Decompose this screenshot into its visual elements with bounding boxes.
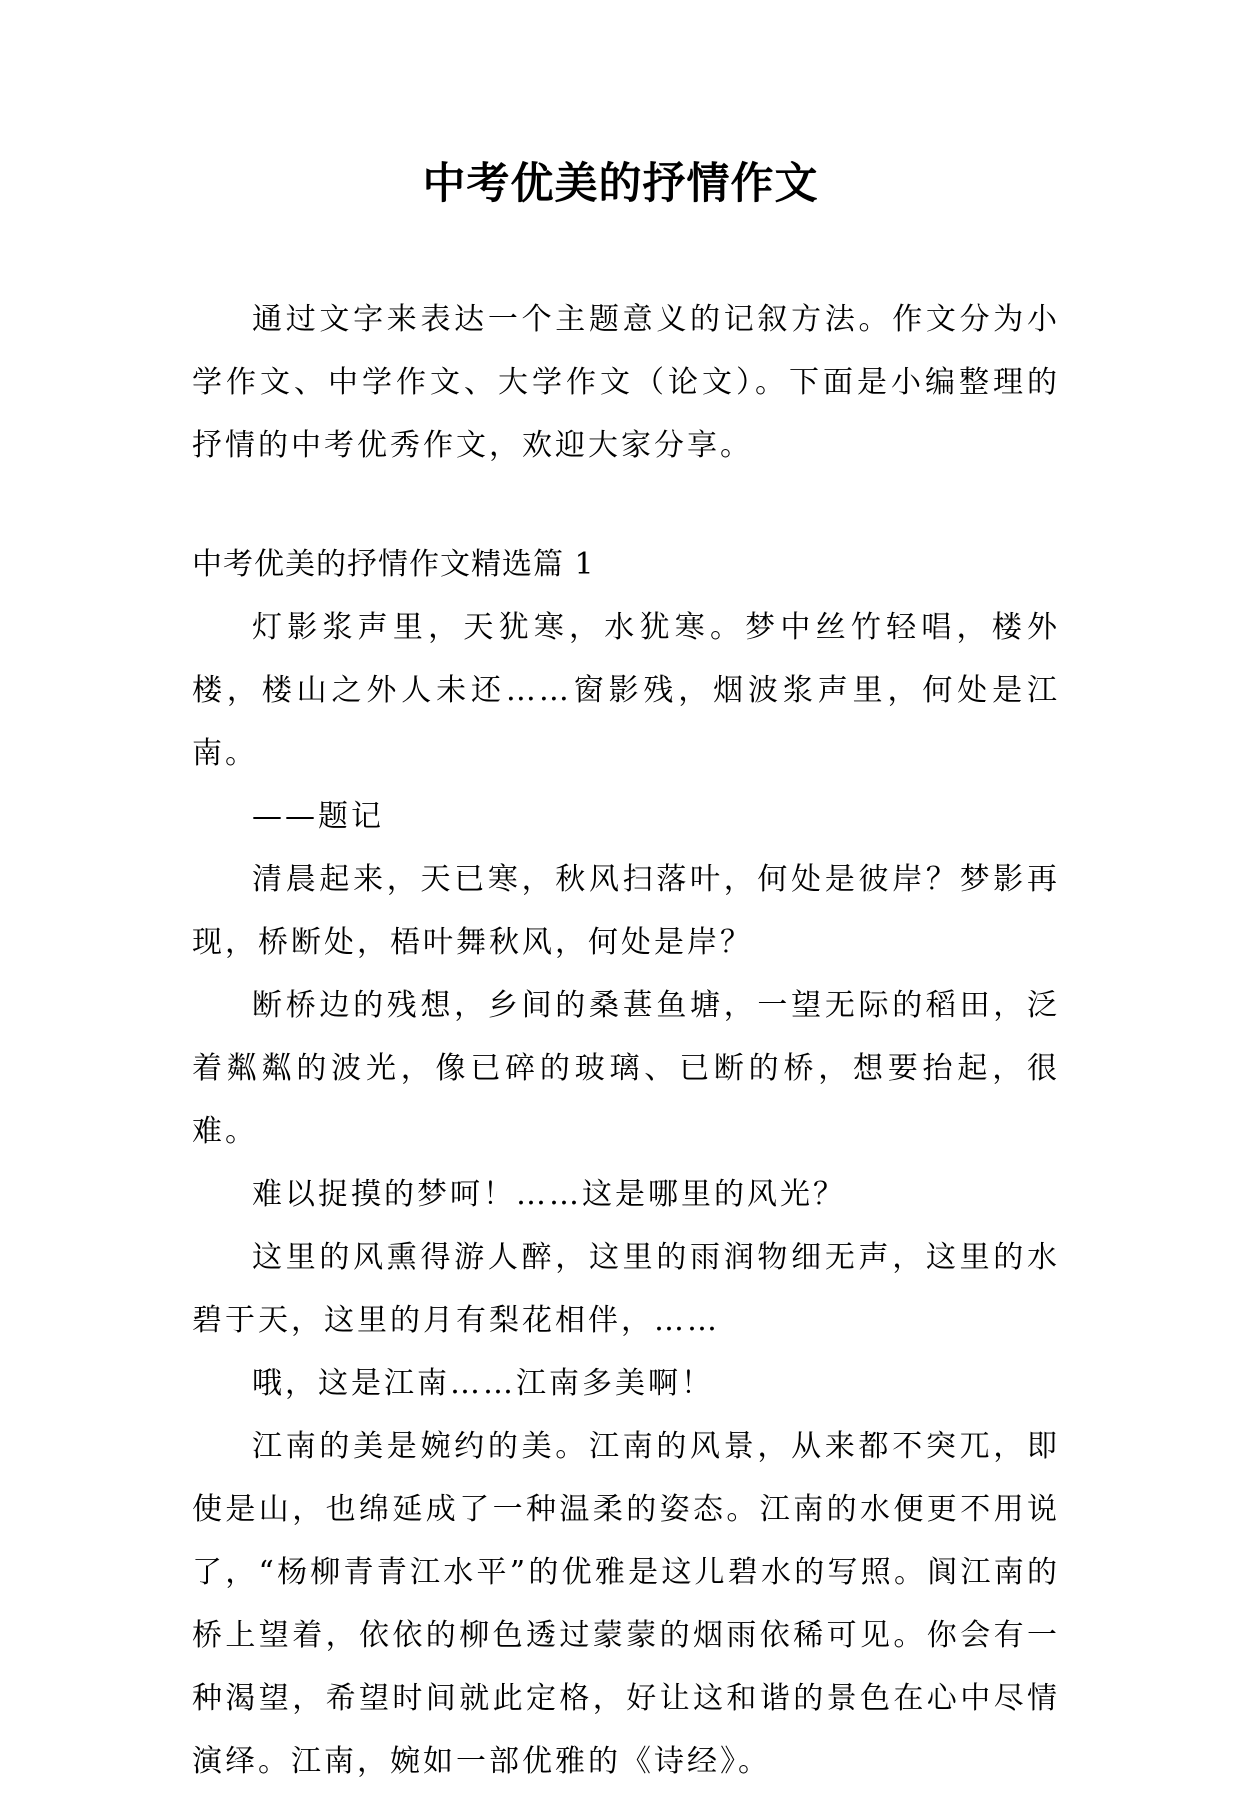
paragraph: 这里的风熏得游人醉，这里的雨润物细无声，这里的水碧于天，这里的月有梨花相伴，…… <box>192 1240 1060 1338</box>
paragraph: 江南的美是婉约的美。江南的风景，从来都不突兀，即使是山，也绵延成了一种温柔的姿态。江南的水便更不用说了，“杨柳青青江水平”的优雅是这儿碧水的写照。阆江南的桥上望着，依依的柳色透过蒙蒙的烟雨依稀可见。你会有一种渴望，希望时间就此定格，好让这和谐的景色在心中尽情演绎。江南，婉如一部优雅的《诗经》。 <box>192 1429 1060 1779</box>
paragraph: 断桥边的残想，乡间的桑葚鱼塘，一望无际的稻田，泛着粼粼的波光，像已碎的玻璃、已断的桥，想要抬起，很难。 <box>192 988 1060 1149</box>
paragraph: 灯影浆声里，天犹寒，水犹寒。梦中丝竹轻唱，楼外楼，楼山之外人未还……窗影残，烟波浆声里，何处是江南。 <box>192 610 1060 771</box>
document-body <box>192 288 1060 1793</box>
section-heading: 中考优美的抒情作文精选篇 1 <box>192 547 595 582</box>
paragraph: 难以捉摸的梦呵！……这是哪里的风光？ <box>252 1177 846 1212</box>
paragraph: 哦，这是江南……江南多美啊！ <box>252 1366 714 1401</box>
intro-paragraph: 通过文字来表达一个主题意义的记叙方法。作文分为小学作文、中学作文、大学作文（论文）。下面是小编整理的抒情的中考优秀作文，欢迎大家分享。 <box>192 302 1060 463</box>
paragraph: ——题记 <box>252 799 384 834</box>
document-title: 中考优美的抒情作文 <box>422 159 819 209</box>
paragraph: 清晨起来，天已寒，秋风扫落叶，何处是彼岸？梦影再现，桥断处，梧叶舞秋风，何处是岸？ <box>192 862 1060 960</box>
